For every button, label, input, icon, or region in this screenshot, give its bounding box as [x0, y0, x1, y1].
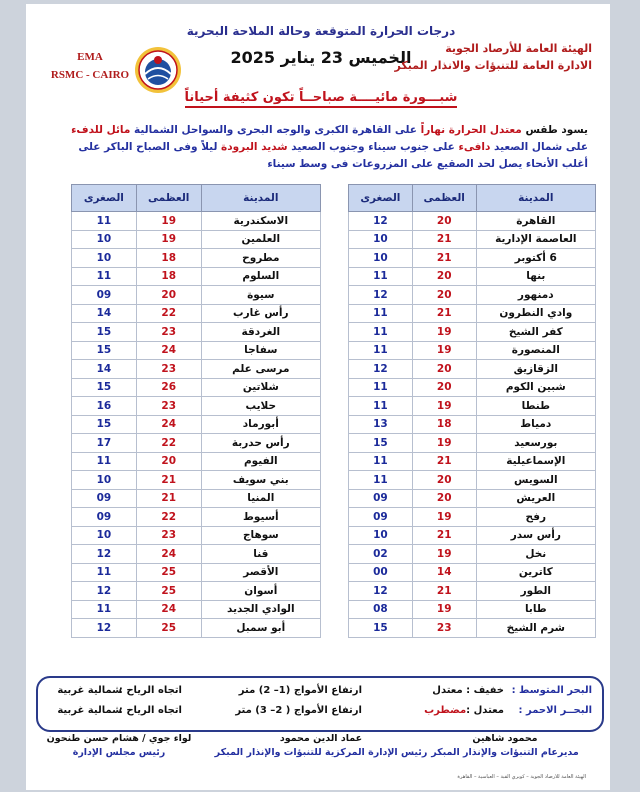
- max-temp-cell: 22: [136, 434, 201, 453]
- max-temp-cell: 23: [136, 526, 201, 545]
- signature-forecast-director: [420, 732, 590, 760]
- max-temp-cell: 23: [412, 619, 476, 638]
- signatory-name: عماد الدين محمود: [279, 733, 363, 744]
- city-cell: المنصورة: [476, 341, 595, 360]
- max-temp-cell: 20: [136, 452, 201, 471]
- min-temp-cell: 09: [349, 508, 413, 527]
- table-row: [349, 563, 596, 582]
- bulletin-page: [26, 4, 610, 790]
- min-temp-cell: 02: [349, 545, 413, 564]
- min-temp-cell: 11: [349, 341, 413, 360]
- min-temp-cell: 10: [349, 526, 413, 545]
- table-body: [349, 212, 596, 638]
- weather-description: [66, 122, 588, 173]
- desc-part: معتدل الحرارة نهاراً: [416, 124, 522, 136]
- city-cell: رأس حدربة: [201, 434, 320, 453]
- max-temp-cell: 18: [412, 415, 476, 434]
- min-temp-cell: 11: [72, 267, 137, 286]
- city-cell: شبين الكوم: [476, 378, 595, 397]
- table-row: [349, 508, 596, 527]
- col-header-max: العظمى: [136, 185, 201, 212]
- max-temp-cell: 20: [412, 267, 476, 286]
- min-temp-cell: 09: [72, 508, 137, 527]
- signatory-name: لواء جوي / هشام حسن طنحون: [46, 733, 192, 744]
- table-row: [72, 323, 321, 342]
- max-temp-cell: 20: [412, 489, 476, 508]
- wind-label: اتجاه الرياح :: [118, 685, 182, 696]
- min-temp-cell: 11: [349, 267, 413, 286]
- temperature-table-right: [348, 184, 596, 638]
- bulletin-subtitle: درجات الحرارة المتوقعة وحالة الملاحة البحرية: [186, 24, 456, 38]
- min-temp-cell: 11: [349, 323, 413, 342]
- sea-conditions-box: [36, 676, 604, 732]
- desc-part: ليلاً وفى الصباح الباكر على أغلب الأنحاء يصل لحد الصقيع على المزروعات فى وسط سيناء: [78, 141, 588, 170]
- max-temp-cell: 20: [412, 378, 476, 397]
- ema-abbr: EMA: [77, 51, 103, 63]
- max-temp-cell: 19: [412, 545, 476, 564]
- max-temp-cell: 19: [412, 341, 476, 360]
- max-temp-cell: 19: [412, 600, 476, 619]
- min-temp-cell: 13: [349, 415, 413, 434]
- table-row: [349, 360, 596, 379]
- city-cell: وادي النطرون: [476, 304, 595, 323]
- table-row: [72, 471, 321, 490]
- min-temp-cell: 15: [72, 415, 137, 434]
- table-body: [72, 212, 321, 638]
- table-row: [72, 582, 321, 601]
- footer-contact: الهيئة العامة للأرصاد الجوية – كوبري القبة – العباسية – القاهرة: [457, 774, 586, 780]
- city-cell: طنطا: [476, 397, 595, 416]
- max-temp-cell: 21: [136, 489, 201, 508]
- city-cell: شلاتين: [201, 378, 320, 397]
- max-temp-cell: 21: [136, 471, 201, 490]
- max-temp-cell: 23: [136, 323, 201, 342]
- max-temp-cell: 20: [412, 471, 476, 490]
- bulletin-date: الخميس 23 يناير 2025: [230, 48, 412, 67]
- min-temp-cell: 11: [349, 378, 413, 397]
- max-temp-cell: 19: [412, 508, 476, 527]
- desc-part: على شمال الصعيد: [490, 141, 588, 153]
- max-temp-cell: 24: [136, 545, 201, 564]
- max-temp-cell: 19: [136, 230, 201, 249]
- max-temp-cell: 21: [412, 526, 476, 545]
- min-temp-cell: 11: [72, 452, 137, 471]
- city-cell: سيوة: [201, 286, 320, 305]
- min-temp-cell: 00: [349, 563, 413, 582]
- sea-name: البحر المتوسط :: [511, 685, 592, 696]
- sea-state-a: معتدل :: [466, 705, 504, 716]
- max-temp-cell: 19: [136, 212, 201, 231]
- signatory-title: رئيس مجلس الإدارة: [72, 747, 166, 758]
- wave-height: ارتفاع الأمواج ( 2– 3) متر: [235, 705, 362, 716]
- city-cell: رأس غارب: [201, 304, 320, 323]
- col-header-city: المدينة: [201, 185, 320, 212]
- city-cell: قنا: [201, 545, 320, 564]
- desc-part: يسود طقس: [521, 124, 588, 136]
- wave-height: ارتفاع الأمواج (1– 2) متر: [238, 685, 362, 696]
- desc-part: على جنوب سيناء وجنوب الصعيد: [287, 141, 455, 153]
- min-temp-cell: 11: [349, 471, 413, 490]
- table-row: [349, 489, 596, 508]
- signatory-name: محمود شاهين: [472, 733, 538, 744]
- max-temp-cell: 19: [412, 323, 476, 342]
- table-row: [72, 378, 321, 397]
- table-row: [72, 508, 321, 527]
- wind-label: اتجاه الرياح :: [118, 705, 182, 716]
- table-row: [72, 545, 321, 564]
- min-temp-cell: 12: [349, 212, 413, 231]
- table-row: [72, 267, 321, 286]
- min-temp-cell: 14: [72, 304, 137, 323]
- org-name-line1: الهيئة العامة للأرصاد الجوية: [445, 42, 592, 55]
- max-temp-cell: 25: [136, 582, 201, 601]
- table-row: [349, 415, 596, 434]
- min-temp-cell: 10: [72, 230, 137, 249]
- signatory-title: مديرعام التنبؤات والإنذار المبكر: [431, 747, 579, 758]
- max-temp-cell: 21: [412, 452, 476, 471]
- sea-state: خفيف : معتدل: [432, 685, 504, 696]
- city-cell: الأقصر: [201, 563, 320, 582]
- temperature-table-left: [71, 184, 321, 638]
- min-temp-cell: 12: [72, 582, 137, 601]
- min-temp-cell: 17: [72, 434, 137, 453]
- max-temp-cell: 25: [136, 619, 201, 638]
- city-cell: العريش: [476, 489, 595, 508]
- min-temp-cell: 10: [72, 471, 137, 490]
- sea-state: [424, 705, 504, 716]
- table-row: [72, 489, 321, 508]
- city-cell: طابا: [476, 600, 595, 619]
- min-temp-cell: 16: [72, 397, 137, 416]
- table-row: [349, 600, 596, 619]
- city-cell: سوهاج: [201, 526, 320, 545]
- city-cell: الطور: [476, 582, 595, 601]
- wind-direction: شمالية غربية: [57, 685, 122, 696]
- max-temp-cell: 20: [412, 286, 476, 305]
- table-row: [72, 249, 321, 268]
- city-cell: القاهرة: [476, 212, 595, 231]
- desc-part: شديد البرودة: [217, 141, 288, 153]
- min-temp-cell: 12: [72, 619, 137, 638]
- min-temp-cell: 14: [72, 360, 137, 379]
- city-cell: الإسماعيلية: [476, 452, 595, 471]
- city-cell: بنها: [476, 267, 595, 286]
- min-temp-cell: 15: [349, 434, 413, 453]
- table-row: [349, 230, 596, 249]
- table-row: [349, 452, 596, 471]
- max-temp-cell: 23: [136, 360, 201, 379]
- table-row: [349, 526, 596, 545]
- table-row: [349, 304, 596, 323]
- max-temp-cell: 19: [412, 434, 476, 453]
- city-cell: العلمين: [201, 230, 320, 249]
- min-temp-cell: 12: [349, 582, 413, 601]
- min-temp-cell: 15: [72, 378, 137, 397]
- city-cell: السلوم: [201, 267, 320, 286]
- max-temp-cell: 18: [136, 249, 201, 268]
- table-row: [72, 600, 321, 619]
- city-cell: الوادي الجديد: [201, 600, 320, 619]
- table-row: [349, 341, 596, 360]
- sea-name: البحــر الاحمر :: [518, 705, 592, 716]
- min-temp-cell: 11: [349, 452, 413, 471]
- table-row: [72, 212, 321, 231]
- desc-part: على القاهرة الكبرى والوجه البحرى والسواحل الشمالية: [130, 124, 417, 136]
- city-cell: دمنهور: [476, 286, 595, 305]
- table-row: [349, 267, 596, 286]
- desc-part: دافىء: [454, 141, 491, 153]
- min-temp-cell: 11: [72, 563, 137, 582]
- table-row: [72, 619, 321, 638]
- col-header-city: المدينة: [476, 185, 595, 212]
- city-cell: أبو سمبل: [201, 619, 320, 638]
- city-cell: نخل: [476, 545, 595, 564]
- city-cell: حلايب: [201, 397, 320, 416]
- weather-headline: [176, 90, 466, 105]
- min-temp-cell: 12: [349, 360, 413, 379]
- max-temp-cell: 24: [136, 341, 201, 360]
- table-row: [349, 378, 596, 397]
- city-cell: بورسعيد: [476, 434, 595, 453]
- min-temp-cell: 11: [72, 212, 137, 231]
- table-row: [72, 230, 321, 249]
- city-cell: أبورماد: [201, 415, 320, 434]
- min-temp-cell: 11: [349, 304, 413, 323]
- min-temp-cell: 10: [349, 230, 413, 249]
- col-header-max: العظمى: [412, 185, 476, 212]
- sea-row-red-sea: [38, 705, 602, 721]
- city-cell: كاترين: [476, 563, 595, 582]
- max-temp-cell: 20: [412, 360, 476, 379]
- weather-headline-text: شبـــورة مائيــــة صباحــاً تكون كثيفة أحياناً: [185, 90, 458, 108]
- city-cell: كفر الشيخ: [476, 323, 595, 342]
- city-cell: سفاجا: [201, 341, 320, 360]
- city-cell: الاسكندرية: [201, 212, 320, 231]
- signature-central-director: [211, 732, 431, 760]
- sea-row-mediterranean: [38, 685, 602, 701]
- org-name-line2: الادارة العامة للتنبؤات والانذار المبكر: [394, 59, 592, 72]
- sea-state-b: مضطرب: [424, 705, 467, 716]
- table-row: [72, 286, 321, 305]
- rsmc-label: RSMC - CAIRO: [50, 69, 130, 81]
- max-temp-cell: 22: [136, 508, 201, 527]
- table-row: [72, 415, 321, 434]
- city-cell: 6 أكتوبر: [476, 249, 595, 268]
- city-cell: رأس سدر: [476, 526, 595, 545]
- table-row: [349, 471, 596, 490]
- ema-logo-icon: [134, 46, 182, 94]
- max-temp-cell: 21: [412, 304, 476, 323]
- max-temp-cell: 21: [412, 249, 476, 268]
- min-temp-cell: 12: [349, 286, 413, 305]
- max-temp-cell: 21: [412, 582, 476, 601]
- table-row: [72, 304, 321, 323]
- min-temp-cell: 15: [72, 341, 137, 360]
- table-row: [72, 563, 321, 582]
- min-temp-cell: 15: [72, 323, 137, 342]
- city-cell: الفيوم: [201, 452, 320, 471]
- min-temp-cell: 11: [72, 600, 137, 619]
- table-row: [72, 360, 321, 379]
- table-row: [72, 434, 321, 453]
- min-temp-cell: 15: [349, 619, 413, 638]
- min-temp-cell: 10: [349, 249, 413, 268]
- table-row: [349, 619, 596, 638]
- max-temp-cell: 26: [136, 378, 201, 397]
- table-row: [72, 452, 321, 471]
- min-temp-cell: 12: [72, 545, 137, 564]
- city-cell: أسوان: [201, 582, 320, 601]
- table-row: [72, 341, 321, 360]
- table-row: [72, 397, 321, 416]
- table-row: [349, 434, 596, 453]
- table-row: [72, 526, 321, 545]
- city-cell: مرسى علم: [201, 360, 320, 379]
- city-cell: السويس: [476, 471, 595, 490]
- col-header-min: الصغرى: [72, 185, 137, 212]
- city-cell: شرم الشيخ: [476, 619, 595, 638]
- table-row: [349, 397, 596, 416]
- city-cell: أسيوط: [201, 508, 320, 527]
- max-temp-cell: 24: [136, 415, 201, 434]
- ema-label: [48, 48, 132, 84]
- max-temp-cell: 18: [136, 267, 201, 286]
- city-cell: دمياط: [476, 415, 595, 434]
- max-temp-cell: 20: [412, 212, 476, 231]
- table-row: [349, 545, 596, 564]
- city-cell: رفح: [476, 508, 595, 527]
- table-row: [349, 286, 596, 305]
- max-temp-cell: 25: [136, 563, 201, 582]
- min-temp-cell: 08: [349, 600, 413, 619]
- city-cell: الغردقة: [201, 323, 320, 342]
- max-temp-cell: 23: [136, 397, 201, 416]
- city-cell: بني سويف: [201, 471, 320, 490]
- table-row: [349, 582, 596, 601]
- max-temp-cell: 21: [412, 230, 476, 249]
- min-temp-cell: 09: [72, 286, 137, 305]
- min-temp-cell: 09: [349, 489, 413, 508]
- city-cell: العاصمة الإدارية: [476, 230, 595, 249]
- min-temp-cell: 09: [72, 489, 137, 508]
- col-header-min: الصغرى: [349, 185, 413, 212]
- max-temp-cell: 14: [412, 563, 476, 582]
- max-temp-cell: 20: [136, 286, 201, 305]
- wind-direction: شمالية غربية: [57, 705, 122, 716]
- signature-chairman: [44, 732, 194, 760]
- city-cell: مطروح: [201, 249, 320, 268]
- max-temp-cell: 19: [412, 397, 476, 416]
- table-row: [349, 212, 596, 231]
- min-temp-cell: 11: [349, 397, 413, 416]
- max-temp-cell: 22: [136, 304, 201, 323]
- min-temp-cell: 10: [72, 526, 137, 545]
- city-cell: الزقازيق: [476, 360, 595, 379]
- desc-part: مائل للدفء: [71, 124, 131, 136]
- signatory-title: رئيس الإدارة المركزية للتنبؤات والإنذار المبكر: [214, 747, 428, 758]
- max-temp-cell: 24: [136, 600, 201, 619]
- min-temp-cell: 10: [72, 249, 137, 268]
- table-row: [349, 323, 596, 342]
- table-row: [349, 249, 596, 268]
- city-cell: المنيا: [201, 489, 320, 508]
